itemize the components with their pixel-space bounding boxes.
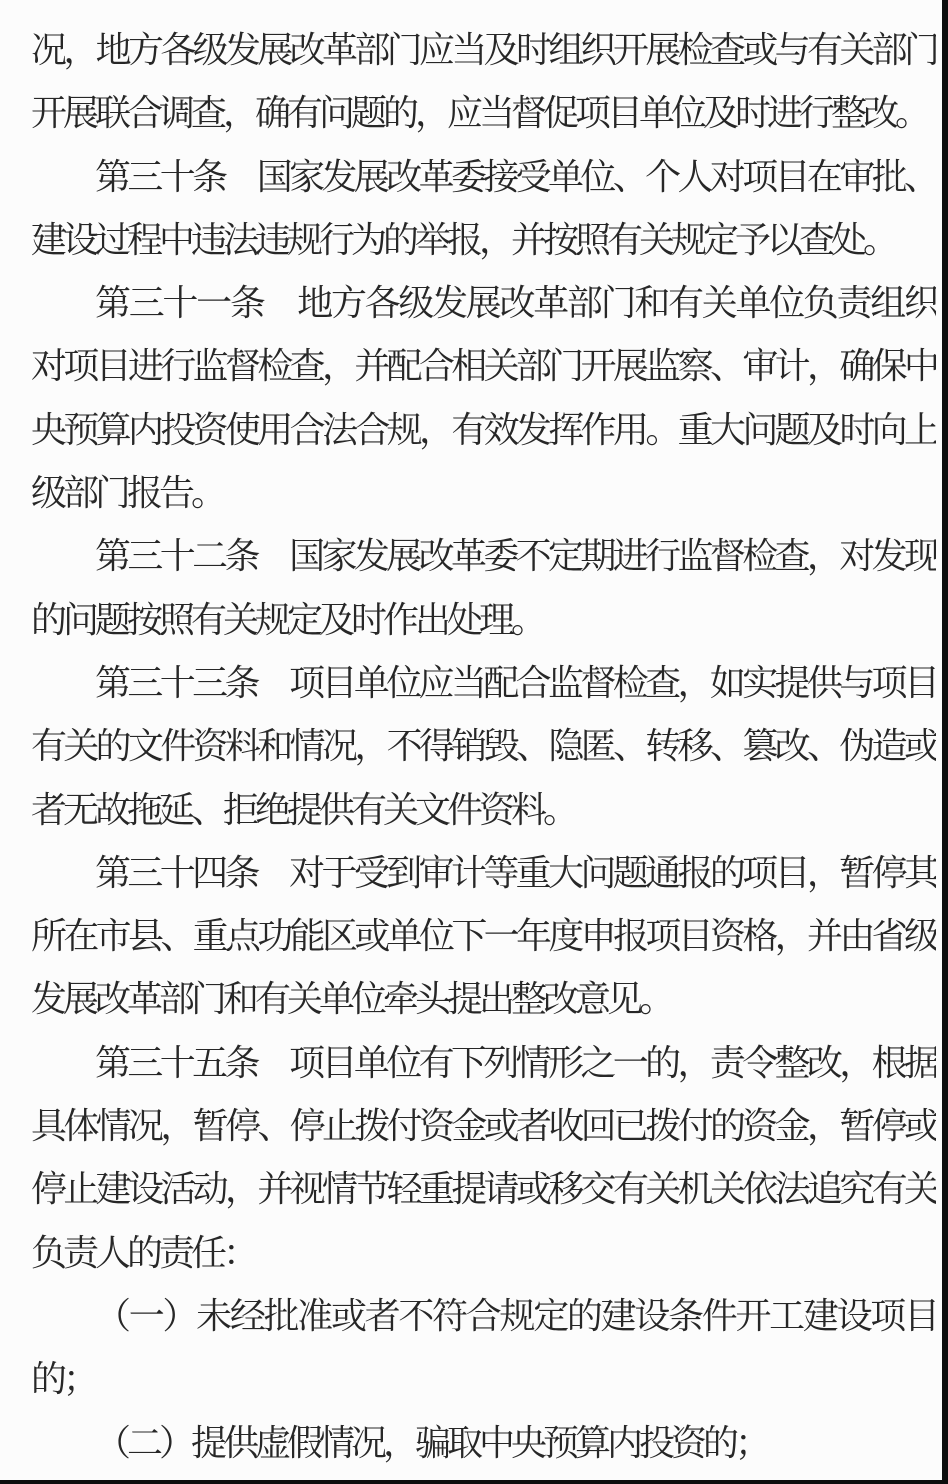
text-line: 的； bbox=[31, 1359, 96, 1400]
page-edge-bottom-bar bbox=[0, 1480, 948, 1484]
text-line: 第三十一条 地方各级发展改革部门和有关单位负责组织 bbox=[95, 283, 936, 324]
text-line: 所在市县、重点功能区或单位下一年度申报项目资格，并由省级 bbox=[31, 916, 936, 957]
text-line: 级部门报告。 bbox=[31, 473, 224, 514]
text-line: 停止建设活动，并视情节轻重提请或移交有关机关依法追究有关 bbox=[31, 1169, 936, 1210]
text-line: 第三十四条 对于受到审计等重大问题通报的项目，暂停其 bbox=[95, 852, 936, 893]
page-edge-right-bar bbox=[942, 0, 948, 1484]
text-line: 第三十五条 项目单位有下列情形之一的，责令整改，根据 bbox=[95, 1042, 936, 1083]
text-line: 的问题按照有关规定及时作出处理。 bbox=[31, 599, 544, 640]
text-line: 第三十二条 国家发展改革委不定期进行监督检查，对发现 bbox=[95, 536, 936, 577]
text-line: 具体情况，暂停、停止拨付资金或者收回已拨付的资金，暂停或 bbox=[31, 1106, 936, 1147]
text-line: 有关的文件资料和情况，不得销毁、隐匿、转移、篡改、伪造或 bbox=[31, 726, 936, 767]
document-text bbox=[31, 19, 936, 1475]
text-line: 第三十条 国家发展改革委接受单位、个人对项目在审批、 bbox=[95, 156, 936, 197]
text-line: 发展改革部门和有关单位牵头提出整改意见。 bbox=[31, 979, 672, 1020]
text-line: 开展联合调查，确有问题的，应当督促项目单位及时进行整改。 bbox=[31, 93, 928, 134]
text-line: 建设过程中违法违规行为的举报，并按照有关规定予以查处。 bbox=[31, 219, 896, 260]
text-line: 者无故拖延、拒绝提供有关文件资料。 bbox=[31, 789, 576, 830]
text-line: 况，地方各级发展改革部门应当及时组织开展检查或与有关部门 bbox=[31, 30, 936, 70]
text-line: 对项目进行监督检查，并配合相关部门开展监察、审计，确保中 bbox=[31, 346, 936, 387]
text-line: （一）未经批准或者不符合规定的建设条件开工建设项目 bbox=[95, 1295, 936, 1336]
text-line: （二）提供虚假情况，骗取中央预算内投资的； bbox=[95, 1422, 768, 1463]
text-line: 负责人的责任： bbox=[31, 1232, 256, 1273]
text-line: 第三十三条 项目单位应当配合监督检查，如实提供与项目 bbox=[95, 662, 936, 703]
text-line: 央预算内投资使用合法合规，有效发挥作用。重大问题及时向上 bbox=[31, 409, 936, 450]
